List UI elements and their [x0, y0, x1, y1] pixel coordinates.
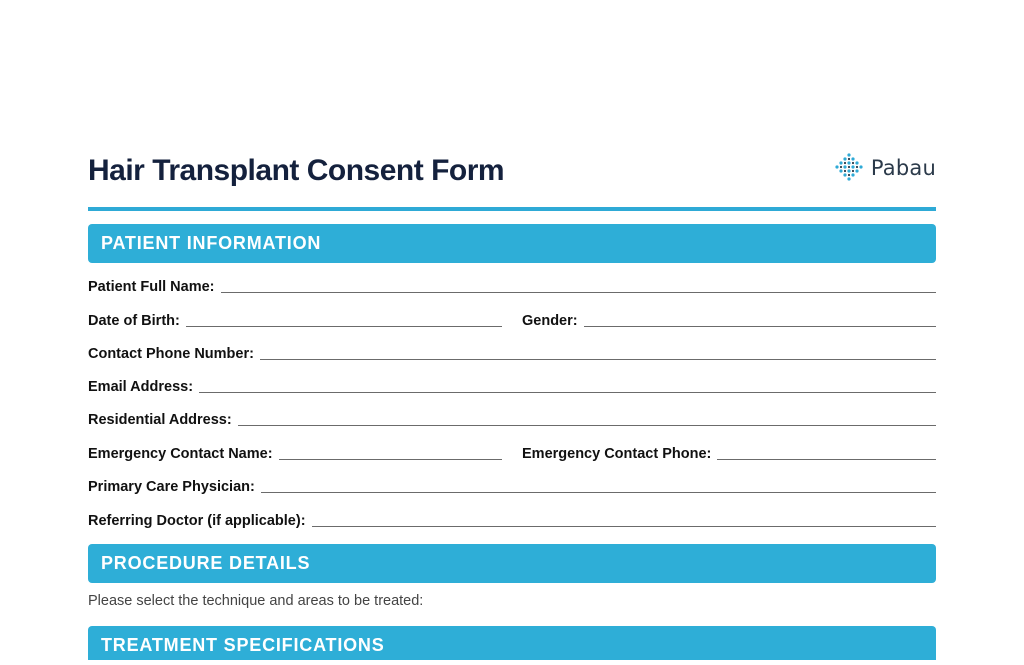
gender-field[interactable]: [522, 308, 936, 330]
gender-input-line[interactable]: [584, 326, 936, 327]
emergency-phone-label: Emergency Contact Phone:: [522, 446, 712, 462]
procedure-instructions: Please select the technique and areas to be treated:: [88, 593, 424, 609]
pabau-logo-icon: [834, 153, 864, 183]
header-divider: [88, 207, 936, 211]
email-label: Email Address:: [88, 379, 194, 395]
form-header: [88, 150, 936, 194]
row-referring: [88, 508, 936, 530]
address-input-line[interactable]: [238, 425, 936, 426]
full-name-label: Patient Full Name:: [88, 279, 215, 295]
physician-field[interactable]: [88, 474, 936, 496]
brand-name: Pabau: [870, 156, 936, 180]
row-dob-gender: [88, 308, 936, 330]
emergency-phone-field[interactable]: [522, 441, 936, 463]
dob-field[interactable]: [88, 308, 502, 330]
email-input-line[interactable]: [199, 392, 936, 393]
emergency-phone-input-line[interactable]: [717, 459, 936, 460]
physician-label: Primary Care Physician:: [88, 479, 255, 495]
referring-field[interactable]: [88, 508, 936, 530]
row-emergency: [88, 441, 936, 463]
address-label: Residential Address:: [88, 412, 232, 428]
section-patient-information: PATIENT INFORMATION: [88, 224, 936, 263]
address-field[interactable]: [88, 407, 936, 429]
referring-label: Referring Doctor (if applicable):: [88, 513, 306, 529]
phone-field[interactable]: [88, 341, 936, 363]
gender-label: Gender:: [522, 313, 578, 329]
phone-input-line[interactable]: [260, 359, 936, 360]
emergency-name-input-line[interactable]: [279, 459, 502, 460]
full-name-field[interactable]: [88, 274, 936, 296]
row-full-name: [88, 274, 936, 296]
section-procedure-details: PROCEDURE DETAILS: [88, 544, 936, 583]
section-treatment-specifications: TREATMENT SPECIFICATIONS: [88, 626, 936, 660]
page-title: Hair Transplant Consent Form: [88, 154, 505, 187]
dob-input-line[interactable]: [186, 326, 502, 327]
row-physician: [88, 474, 936, 496]
row-address: [88, 407, 936, 429]
full-name-input-line[interactable]: [221, 292, 937, 293]
phone-label: Contact Phone Number:: [88, 346, 254, 362]
brand-logo: [834, 154, 936, 182]
referring-input-line[interactable]: [312, 526, 936, 527]
consent-form-page: [88, 0, 936, 660]
row-phone: [88, 341, 936, 363]
row-email: [88, 374, 936, 396]
email-field[interactable]: [88, 374, 936, 396]
dob-label: Date of Birth:: [88, 313, 180, 329]
emergency-name-field[interactable]: [88, 441, 502, 463]
physician-input-line[interactable]: [261, 492, 936, 493]
emergency-name-label: Emergency Contact Name:: [88, 446, 273, 462]
